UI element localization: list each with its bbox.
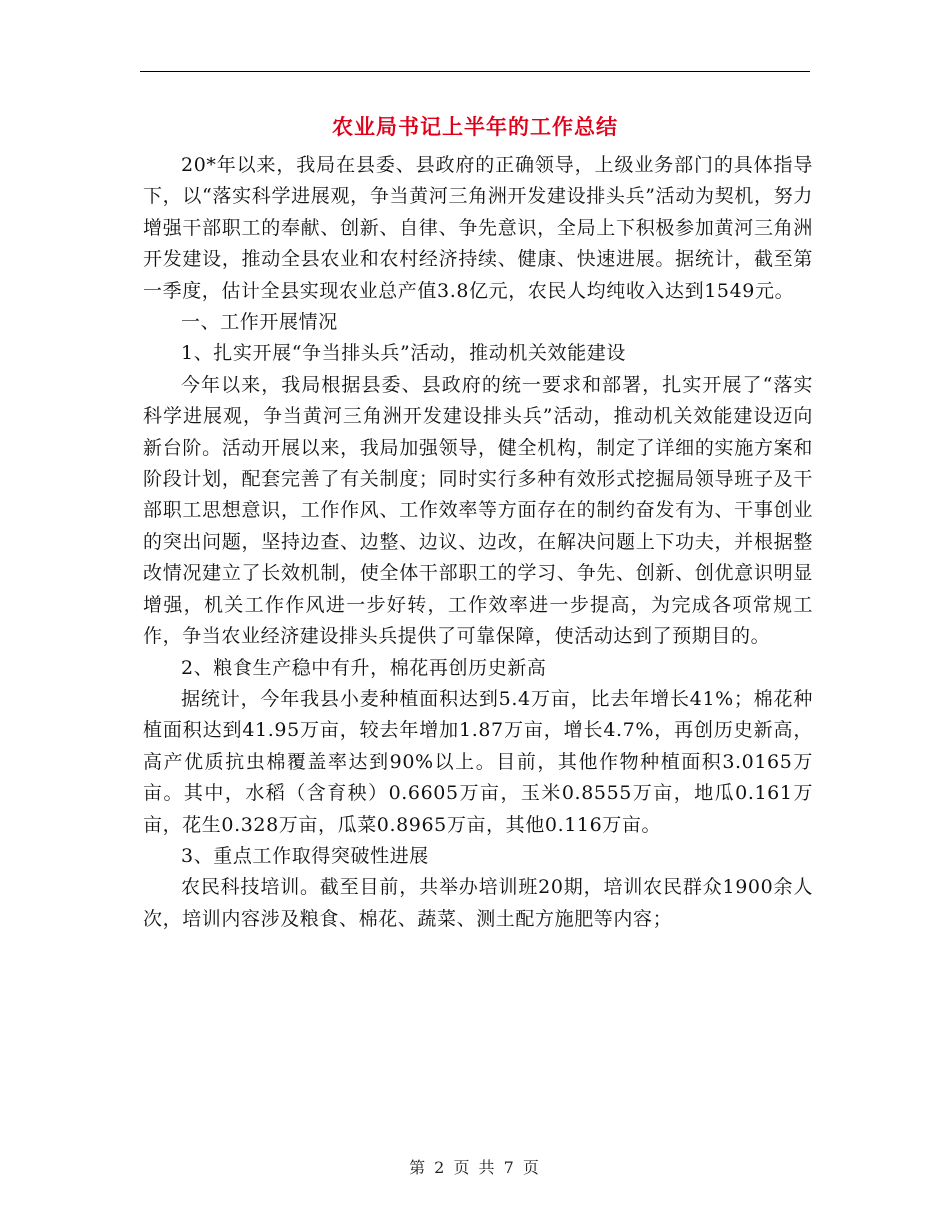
subheading-key-work: 3、重点工作取得突破性进展	[181, 844, 429, 867]
paragraph-farmer-training: 农民科技培训。截至目前，共举办培训班20期，培训农民群众1900余人次，培训内容涉及粮食、棉花、蔬菜、测土配方施肥等内容；	[143, 876, 813, 930]
paragraph-intro: 20*年以来，我局在县委、县政府的正确领导，上级业务部门的具体指导下，以“落实科学进展观，争当黄河三角洲开发建设排头兵”活动为契机，努力增强干部职工的奉献、创新、自律、争先意识，全局上下积极参加黄河三角洲开发建设，推动全县农业和农村经济持续、健康、快速进展。据统计，截至第一季度，估计全县实现农业总产值3.8亿元，农民人均纯收入达到1549元。	[143, 154, 813, 302]
subheading-grain-cotton: 2、粮食生产稳中有升，棉花再创历史新高	[181, 656, 547, 679]
page-number: 第 2 页 共 7 页	[409, 1158, 541, 1177]
subheading-pioneer-activity: 1、扎实开展“争当排头兵”活动，推动机关效能建设	[181, 342, 626, 365]
header-rule	[140, 71, 810, 72]
document-title: 农业局书记上半年的工作总结	[332, 114, 618, 139]
paragraph-pioneer-activity: 今年以来，我局根据县委、县政府的统一要求和部署，扎实开展了“落实科学进展观，争当黄河三角洲开发建设排头兵”活动，推动机关效能建设迈向新台阶。活动开展以来，我局加强领导，健全机构，制定了详细的实施方案和阶段计划，配套完善了有关制度；同时实行多种有效形式挖掘局领导班子及干部职工思想意识，工作作风、工作效率等方面存在的制约奋发有为、干事创业的突出问题，坚持边查、边整、边议、边改，在解决问题上下功夫，并根据整改情况建立了长效机制，使全体干部职工的学习、争先、创新、创优意识明显增强，机关工作作风进一步好转，工作效率进一步提高，为完成各项常规工作，争当农业经济建设排头兵提供了可靠保障，使活动达到了预期目的。	[143, 373, 813, 648]
section-heading-work-status: 一、工作开展情况	[181, 311, 338, 334]
document-body	[143, 150, 813, 935]
paragraph-grain-cotton: 据统计，今年我县小麦种植面积达到5.4万亩，比去年增长41%；棉花种植面积达到41.95万亩，较去年增加1.87万亩，增长4.7%，再创历史新高，高产优质抗虫棉覆盖率达到90%以上。目前，其他作物种植面积3.0165万亩。其中，水稻（含育秧）0.6605万亩，玉米0.8555万亩，地瓜0.161万亩，花生0.328万亩，瓜菜0.8965万亩，其他0.116万亩。	[143, 687, 813, 836]
